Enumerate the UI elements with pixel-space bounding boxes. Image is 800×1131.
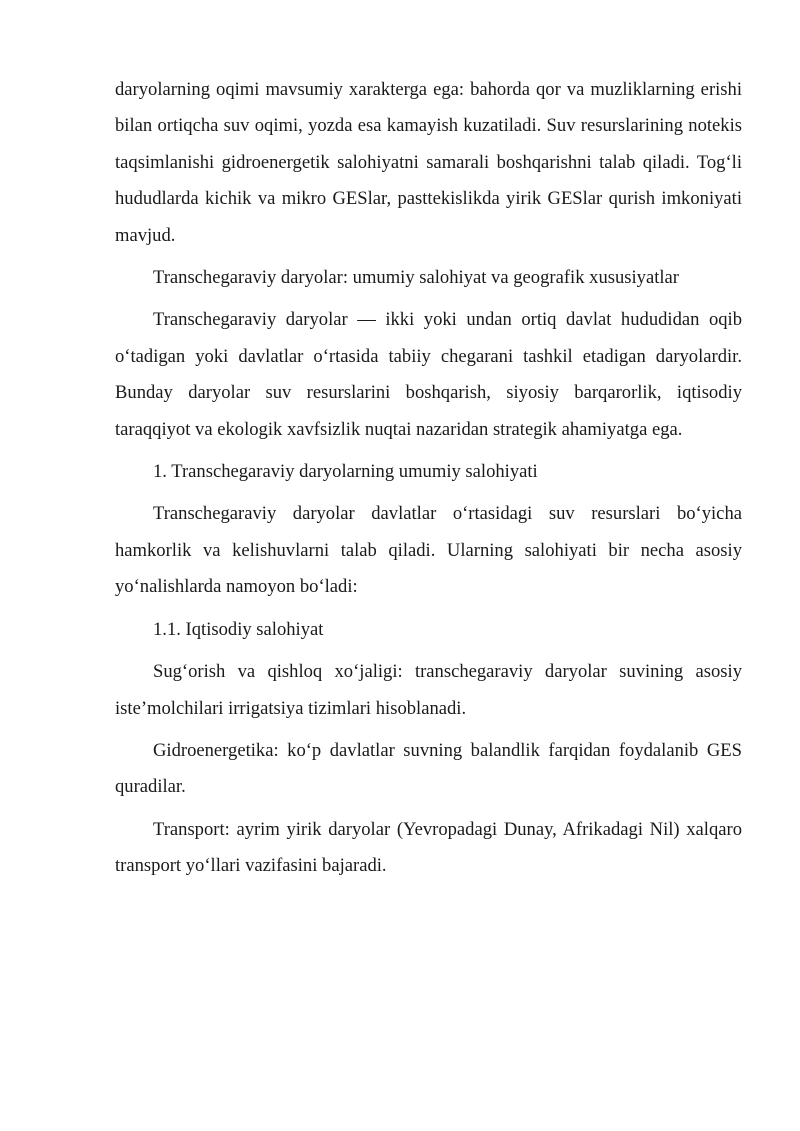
document-page [115, 72, 742, 891]
subsection-heading: 1. Transchegaraviy daryolarning umumiy salohiyati [153, 461, 538, 483]
section-heading: Transchegaraviy daryolar: umumiy salohiyat va geografik xususiyatlar [153, 267, 679, 289]
paragraph-definition: Transchegaraviy daryolar — ikki yoki undan ortiq davlat hududidan oqib o‘tadigan yoki davlatlar o‘rtasida tabiiy chegarani tashkil etadigan daryolardir. Bunday daryolar suv resurslarini boshqarish, siyosiy barqarorlik, iqtisodiy taraqqiyot va ekologik xavfsizlik nuqtai nazaridan strategik ahamiyatga ega. [115, 309, 742, 440]
paragraph-irrigation: Sug‘orish va qishloq xo‘jaligi: transchegaraviy daryolar suvining asosiy iste’molchilari irrigatsiya tizimlari hisoblanadi. [115, 661, 742, 719]
paragraph-intro: Transchegaraviy daryolar davlatlar o‘rtasidagi suv resurslari bo‘yicha hamkorlik va kelishuvlarni talab qiladi. Ularning salohiyati bir necha asosiy yo‘nalishlarda namoyon bo‘ladi: [115, 503, 742, 598]
paragraph-transport: Transport: ayrim yirik daryolar (Yevropadagi Dunay, Afrikadagi Nil) xalqaro transport yo‘llari vazifasini bajaradi. [115, 818, 742, 877]
paragraph-continuation: daryolarning oqimi mavsumiy xarakterga ega: bahorda qor va muzliklarning erishi bilan ortiqcha suv oqimi, yozda esa kamayish kuzatiladi. Suv resurslarining notekis taqsimlanishi gidroenergetik salohiyatni samarali boshqarishni talab qiladi. Tog‘li hududlarda kichik va mikro GESlar, pasttekislikda yirik GESlar qurish imkoniyati mavjud. [115, 79, 742, 246]
paragraph-hydropower: Gidroenergetika: ko‘p davlatlar suvning balandlik farqidan foydalanib GES quradilar. [115, 739, 742, 798]
subsection-heading-economic: 1.1. Iqtisodiy salohiyat [153, 618, 324, 640]
